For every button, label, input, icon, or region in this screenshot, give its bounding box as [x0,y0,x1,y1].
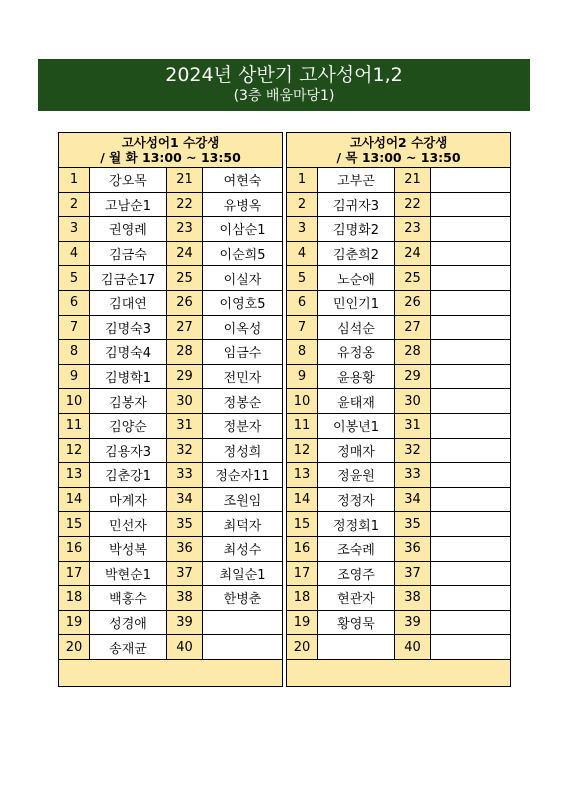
student-name [431,168,511,193]
student-name: 김춘희2 [318,241,395,266]
student-name: 최덕자 [203,512,283,537]
student-name [431,487,511,512]
row-number: 27 [167,315,203,340]
class2-header-title: 고사성어2 수강생 [349,135,448,150]
row-number: 22 [167,192,203,217]
student-name: 조원임 [203,487,283,512]
row-number: 6 [59,290,90,315]
student-name: 이영호5 [203,290,283,315]
student-name: 현관자 [318,586,395,611]
table-row [59,635,283,660]
row-number: 31 [167,413,203,438]
row-number: 31 [395,413,431,438]
row-number: 18 [287,586,318,611]
table-row [287,364,511,389]
row-number: 39 [395,610,431,635]
row-number: 19 [59,610,90,635]
row-number: 36 [167,536,203,561]
row-number: 11 [59,413,90,438]
table-row [59,168,283,193]
page-title: 2024년 상반기 고사성어1,2 [165,64,403,86]
student-name: 여현숙 [203,168,283,193]
class1-header-schedule: / 월 화 13:00 ~ 13:50 [100,150,241,165]
row-number: 14 [287,487,318,512]
student-name [431,586,511,611]
title-banner [38,59,530,111]
table-row [59,536,283,561]
student-name: 최일순1 [203,561,283,586]
table-row [59,463,283,488]
student-name: 윤태재 [318,389,395,414]
row-number: 14 [59,487,90,512]
student-name: 김용자3 [90,438,167,463]
table-row [287,290,511,315]
row-number: 23 [167,217,203,242]
table-row [287,241,511,266]
row-number: 17 [287,561,318,586]
row-number: 3 [287,217,318,242]
row-number: 27 [395,315,431,340]
table-row [59,266,283,291]
row-number: 30 [167,389,203,414]
student-name: 이삼순1 [203,217,283,242]
student-name: 정성희 [203,438,283,463]
student-name [431,635,511,660]
row-number: 21 [167,168,203,193]
row-number: 16 [59,536,90,561]
row-number: 12 [287,438,318,463]
student-name: 김명숙3 [90,315,167,340]
row-number: 26 [395,290,431,315]
row-number: 22 [395,192,431,217]
student-name [431,192,511,217]
row-number: 28 [395,340,431,365]
table-row [287,536,511,561]
student-name: 권영례 [90,217,167,242]
row-number: 10 [287,389,318,414]
student-name [318,635,395,660]
student-name: 정정회1 [318,512,395,537]
table-row [287,217,511,242]
table-row [59,413,283,438]
student-name: 김춘강1 [90,463,167,488]
student-name: 박성복 [90,536,167,561]
row-number: 1 [59,168,90,193]
row-number: 7 [59,315,90,340]
row-number: 11 [287,413,318,438]
row-number: 32 [395,438,431,463]
student-name [431,610,511,635]
student-name: 정정자 [318,487,395,512]
row-number: 13 [287,463,318,488]
row-number: 5 [59,266,90,291]
row-number: 35 [167,512,203,537]
student-name [431,438,511,463]
row-number: 10 [59,389,90,414]
row-number: 18 [59,586,90,611]
table-row [59,241,283,266]
row-number: 34 [395,487,431,512]
table-row [59,389,283,414]
row-number: 36 [395,536,431,561]
student-name: 한병춘 [203,586,283,611]
table-row [59,561,283,586]
class2-roster-table [286,132,511,687]
student-name: 김금순17 [90,266,167,291]
row-number: 8 [59,340,90,365]
student-name: 김귀자3 [318,192,395,217]
row-number: 5 [287,266,318,291]
student-name [431,463,511,488]
table-row [287,438,511,463]
table-row [59,610,283,635]
table-footer [287,659,511,686]
row-number: 4 [287,241,318,266]
class1-header-title: 고사성어1 수강생 [121,135,220,150]
table-row [59,438,283,463]
class2-header [287,133,511,168]
table-row [287,512,511,537]
row-number: 38 [167,586,203,611]
row-number: 25 [167,266,203,291]
student-name: 백홍수 [90,586,167,611]
student-name: 유정옹 [318,340,395,365]
student-name: 정윤원 [318,463,395,488]
student-name: 민선자 [90,512,167,537]
table-footer [59,659,283,686]
row-number: 37 [167,561,203,586]
page-subtitle: (3층 배움마당1) [233,88,335,104]
student-name [431,315,511,340]
student-name [431,389,511,414]
student-name: 심석순 [318,315,395,340]
row-number: 1 [287,168,318,193]
student-name: 마계자 [90,487,167,512]
student-name [431,512,511,537]
student-name: 박현순1 [90,561,167,586]
student-name: 황영묵 [318,610,395,635]
student-name: 성경애 [90,610,167,635]
row-number: 23 [395,217,431,242]
row-number: 9 [287,364,318,389]
student-name: 김병학1 [90,364,167,389]
table-row [59,512,283,537]
table-row [287,315,511,340]
row-number: 34 [167,487,203,512]
row-number: 40 [167,635,203,660]
student-name: 정매자 [318,438,395,463]
class1-header [59,133,283,168]
student-name [203,635,283,660]
row-number: 13 [59,463,90,488]
row-number: 37 [395,561,431,586]
student-name [431,536,511,561]
student-name [203,610,283,635]
student-name: 조숙례 [318,536,395,561]
student-name [431,266,511,291]
class2-header-schedule: / 목 13:00 ~ 13:50 [336,150,461,165]
row-number: 33 [167,463,203,488]
row-number: 8 [287,340,318,365]
row-number: 25 [395,266,431,291]
student-name [431,241,511,266]
student-name [431,413,511,438]
student-name: 김양순 [90,413,167,438]
table-row [287,413,511,438]
table-row [59,217,283,242]
student-name: 유병옥 [203,192,283,217]
student-name: 윤용황 [318,364,395,389]
table-row [287,168,511,193]
row-number: 29 [395,364,431,389]
student-name: 정분자 [203,413,283,438]
student-name: 민인기1 [318,290,395,315]
row-number: 17 [59,561,90,586]
row-number: 40 [395,635,431,660]
class1-roster-table [58,132,283,687]
student-name: 임금수 [203,340,283,365]
student-name [431,217,511,242]
student-name: 정봉순 [203,389,283,414]
student-name [431,561,511,586]
student-name: 송재균 [90,635,167,660]
student-name: 강오목 [90,168,167,193]
table-row [287,610,511,635]
table-row [287,487,511,512]
student-name: 김봉자 [90,389,167,414]
student-name: 이실자 [203,266,283,291]
table-row [287,561,511,586]
row-number: 16 [287,536,318,561]
student-name: 전민자 [203,364,283,389]
student-name: 김금숙 [90,241,167,266]
table-row [287,192,511,217]
row-number: 20 [287,635,318,660]
student-name: 최성수 [203,536,283,561]
table-row [287,635,511,660]
student-name [431,340,511,365]
table-row [59,340,283,365]
student-name: 노순애 [318,266,395,291]
row-number: 32 [167,438,203,463]
row-number: 2 [59,192,90,217]
row-number: 9 [59,364,90,389]
student-name: 조영주 [318,561,395,586]
table-row [287,389,511,414]
row-number: 35 [395,512,431,537]
table-row [287,586,511,611]
student-name: 고남순1 [90,192,167,217]
student-name: 김대연 [90,290,167,315]
table-row [59,364,283,389]
student-name: 이옥성 [203,315,283,340]
student-name [431,364,511,389]
row-number: 20 [59,635,90,660]
table-row [287,266,511,291]
row-number: 4 [59,241,90,266]
row-number: 19 [287,610,318,635]
table-row [287,340,511,365]
table-row [59,586,283,611]
row-number: 28 [167,340,203,365]
row-number: 2 [287,192,318,217]
row-number: 29 [167,364,203,389]
row-number: 15 [287,512,318,537]
student-name: 김명숙4 [90,340,167,365]
row-number: 33 [395,463,431,488]
table-row [59,192,283,217]
student-name: 김명화2 [318,217,395,242]
table-row [59,315,283,340]
row-number: 6 [287,290,318,315]
student-name [431,290,511,315]
row-number: 24 [167,241,203,266]
student-name: 이봉년1 [318,413,395,438]
row-number: 12 [59,438,90,463]
row-number: 3 [59,217,90,242]
table-row [59,290,283,315]
table-row [287,463,511,488]
table-row [59,487,283,512]
student-name: 정순자11 [203,463,283,488]
row-number: 15 [59,512,90,537]
row-number: 30 [395,389,431,414]
row-number: 38 [395,586,431,611]
student-name: 이순희5 [203,241,283,266]
row-number: 26 [167,290,203,315]
row-number: 24 [395,241,431,266]
row-number: 39 [167,610,203,635]
student-name: 고부곤 [318,168,395,193]
row-number: 21 [395,168,431,193]
row-number: 7 [287,315,318,340]
